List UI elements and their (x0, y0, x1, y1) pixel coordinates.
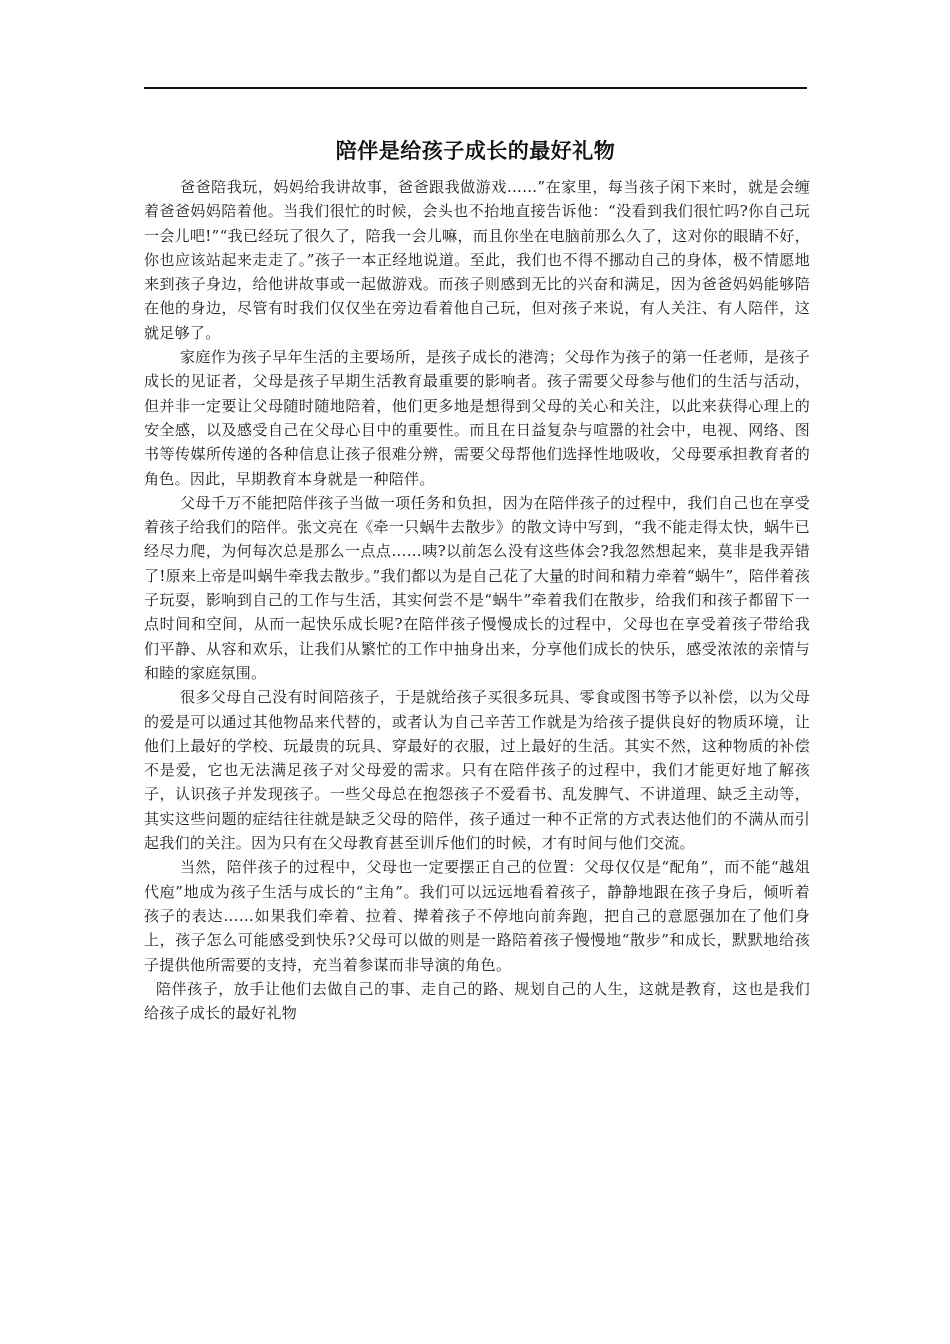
paragraph-5: 当然，陪伴孩子的过程中，父母也一定要摆正自己的位置：父母仅仅是“配角”，而不能“越俎代庖”地成为孩子生活与成长的“主角”。我们可以远远地看着孩子，静静地跟在孩子身后，倾听着孩子的表达……如果我们牵着、拉着、撵着孩子不停地向前奔跑，把自己的意愿强加在了他们身上，孩子怎么可能感受到快乐?父母可以做的则是一路陪着孩子慢慢地“散步”和成长，默默地给孩子提供他所需要的支持，充当着参谋而非导演的角色。 (144, 858, 810, 974)
header-rule (144, 87, 807, 89)
paragraph-6: 陪伴孩子，放手让他们去做自己的事、走自己的路、规划自己的人生，这就是教育，这也是我们给孩子成长的最好礼物 (144, 979, 810, 1023)
paragraph-4: 很多父母自己没有时间陪孩子，于是就给孩子买很多玩具、零食或图书等予以补偿，以为父母的爱是可以通过其他物品来代替的，或者认为自己辛苦工作就是为给孩子提供良好的物质环境，让他们上最好的学校、玩最贵的玩具、穿最好的衣服，过上最好的生活。其实不然，这种物质的补偿不是爱，它也无法满足孩子对父母爱的需求。只有在陪伴孩子的过程中，我们才能更好地了解孩子，认识孩子并发现孩子。一些父母总在抱怨孩子不爱看书、乱发脾气、不讲道理、缺乏主动等，其实这些问题的症结往往就是缺乏父母的陪伴，孩子通过一种不正常的方式表达他们的不满从而引起我们的关注。因为只有在父母教育甚至训斥他们的时候，才有时间与他们交流。 (144, 688, 810, 853)
document-body (144, 175, 810, 1025)
document-title: 陪伴是给孩子成长的最好礼物 (335, 139, 616, 163)
paragraph-1: 爸爸陪我玩，妈妈给我讲故事，爸爸跟我做游戏……”在家里，每当孩子闲下来时，就是会缠着爸爸妈妈陪着他。当我们很忙的时候，会头也不抬地直接告诉他：“没看到我们很忙吗?你自己玩一会儿吧!”“我已经玩了很久了，陪我一会儿嘛，而且你坐在电脑前那么久了，这对你的眼睛不好，你也应该站起来走走了。”孩子一本正经地说道。至此，我们也不得不挪动自己的身体，极不情愿地来到孩子身边，给他讲故事或一起做游戏。而孩子则感到无比的兴奋和满足，因为爸爸妈妈能够陪在他的身边，尽管有时我们仅仅坐在旁边看着他自己玩，但对孩子来说，有人关注、有人陪伴，这就足够了。 (144, 178, 810, 342)
paragraph-3: 父母千万不能把陪伴孩子当做一项任务和负担，因为在陪伴孩子的过程中，我们自己也在享受着孩子给我们的陪伴。张文亮在《牵一只蜗牛去散步》的散文诗中写到，“我不能走得太快，蜗牛已经尽力爬，为何每次总是那么一点点……咦?以前怎么没有这些体会?我忽然想起来，莫非是我弄错了!原来上帝是叫蜗牛牵我去散步。”我们都以为是自己花了大量的时间和精力牵着“蜗牛”，陪伴着孩子玩耍，影响到自己的工作与生活，其实何尝不是“蜗牛”牵着我们在散步，给我们和孩子都留下一点时间和空间，从而一起快乐成长呢?在陪伴孩子慢慢成长的过程中，父母也在享受着孩子带给我们平静、从容和欢乐，让我们从繁忙的工作中抽身出来，分享他们成长的快乐，感受浓浓的亲情与和睦的家庭氛围。 (144, 493, 810, 682)
paragraph-2: 家庭作为孩子早年生活的主要场所，是孩子成长的港湾；父母作为孩子的第一任老师，是孩子成长的见证者，父母是孩子早期生活教育最重要的影响者。孩子需要父母参与他们的生活与活动，但并非一定要让父母随时随地陪着，他们更多地是想得到父母的关心和关注，以此来获得心理上的安全感，以及感受自己在父母心目中的重要性。而且在日益复杂与喧嚣的社会中，电视、网络、图书等传媒所传递的各种信息让孩子很难分辨，需要父母帮他们选择性地吸收，父母要承担教育者的角色。因此，早期教育本身就是一种陪伴。 (144, 348, 810, 488)
